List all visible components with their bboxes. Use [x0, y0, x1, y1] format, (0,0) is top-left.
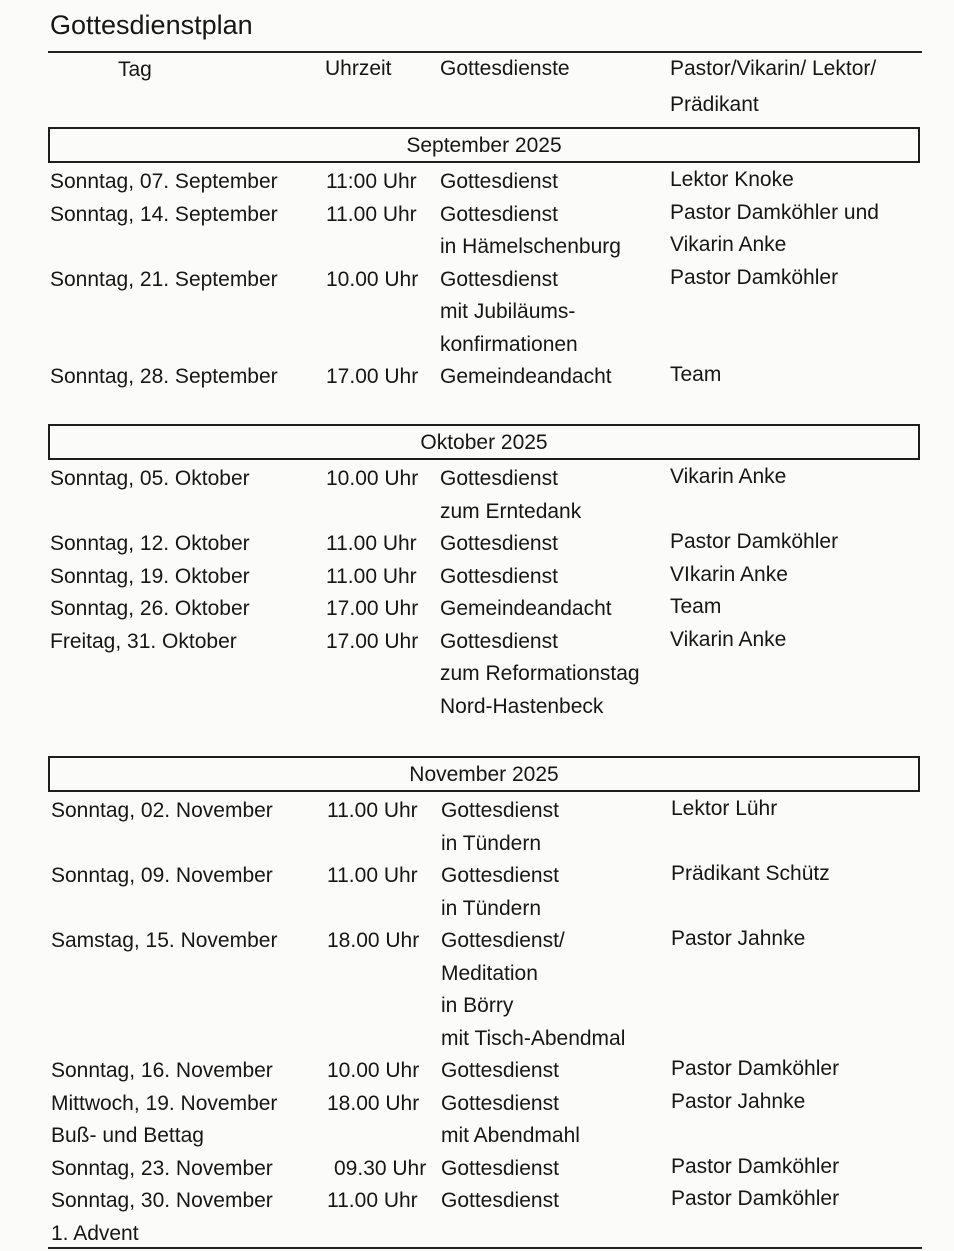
pastor-cell	[670, 461, 786, 494]
header-pastor-line2: Prädikant	[670, 93, 759, 116]
service-line: konfirmationen	[440, 332, 578, 356]
service-line: Gemeindeandacht	[440, 597, 612, 620]
day-cell	[50, 528, 250, 561]
day-line: Freitag, 31. Oktober	[50, 629, 237, 653]
day-line: Sonntag, 19. Oktober	[50, 564, 250, 588]
day-line: Sonntag, 21. September	[50, 267, 278, 291]
service-line: Gottesdienst	[441, 1156, 559, 1180]
service-line: Gottesdienst	[440, 170, 558, 193]
day-cell	[50, 166, 278, 199]
service-cell	[441, 925, 625, 1055]
time-cell: 10.00 Uhr	[326, 467, 419, 490]
day-line: Sonntag, 05. Oktober	[50, 467, 250, 490]
pastor-cell	[671, 1053, 839, 1086]
day-cell	[50, 264, 278, 297]
service-line: zum Reformationstag	[440, 662, 640, 685]
service-cell	[440, 166, 558, 199]
day-line: Sonntag, 07. September	[50, 170, 278, 193]
header-tag: Tag	[118, 58, 152, 81]
day-line: Sonntag, 26. Oktober	[50, 597, 250, 620]
pastor-line: Pastor Damköhler und	[670, 200, 879, 224]
month-header: Oktober 2025	[48, 424, 920, 460]
pastor-line: Lektor Knoke	[670, 168, 794, 191]
service-line: Gottesdienst	[440, 202, 558, 226]
time-cell: 11.00 Uhr	[326, 532, 417, 555]
service-line: Gottesdienst/	[441, 929, 565, 952]
service-cell	[440, 463, 581, 528]
service-cell	[441, 860, 559, 925]
day-cell	[51, 1153, 273, 1186]
service-cell	[440, 626, 640, 724]
pastor-line: Pastor Damköhler	[670, 265, 839, 289]
pastor-line: Lektor Lühr	[671, 797, 778, 820]
pastor-line: Vikarin Anke	[670, 627, 787, 651]
pastor-line: Team	[670, 595, 722, 618]
service-cell	[441, 1153, 559, 1186]
time-cell: 11.00 Uhr	[327, 799, 418, 822]
service-line: Nord-Hastenbeck	[440, 694, 604, 718]
pastor-line: Pastor Damköhler	[671, 1187, 840, 1210]
pastor-cell	[670, 197, 879, 262]
service-line: mit Jubiläums-	[440, 300, 576, 323]
service-line: in Tündern	[441, 831, 542, 855]
pastor-cell	[670, 359, 721, 392]
day-line: Samstag, 15. November	[51, 929, 278, 952]
footer-rule	[48, 1247, 922, 1249]
pastor-line: Pastor Damköhler	[671, 1154, 840, 1178]
pastor-line: Team	[670, 363, 722, 386]
service-line: Gemeindeandacht	[440, 365, 612, 388]
month-header: November 2025	[48, 756, 920, 792]
pastor-cell	[671, 1151, 839, 1184]
day-cell	[50, 561, 250, 594]
pastor-line: Pastor Jahnke	[671, 1089, 806, 1113]
service-line: Gottesdienst	[441, 1091, 559, 1115]
time-cell: 11.00 Uhr	[327, 1189, 418, 1212]
time-cell: 10.00 Uhr	[327, 1059, 420, 1082]
header-rule	[48, 51, 922, 53]
service-line: Meditation	[441, 961, 538, 985]
day-line: Sonntag, 28. September	[50, 365, 278, 388]
pastor-cell	[671, 858, 830, 891]
pastor-line: VIkarin Anke	[670, 562, 788, 586]
day-cell	[50, 361, 278, 394]
header-gottesdienste: Gottesdienste	[440, 57, 570, 80]
service-cell	[441, 1185, 559, 1218]
pastor-line: Vikarin Anke	[670, 233, 787, 256]
day-cell	[50, 626, 237, 659]
day-line: Sonntag, 23. November	[51, 1156, 273, 1180]
time-cell: 17.00 Uhr	[326, 365, 419, 388]
pastor-line: Pastor Damköhler	[671, 1057, 840, 1080]
pastor-cell	[671, 793, 777, 826]
header-uhrzeit: Uhrzeit	[325, 57, 392, 80]
service-line: zum Erntedank	[440, 499, 582, 523]
service-line: in Tündern	[441, 896, 542, 920]
service-line: Gottesdienst	[440, 267, 558, 291]
service-cell	[440, 264, 578, 362]
time-cell: 11.00 Uhr	[327, 864, 418, 887]
service-cell	[440, 199, 621, 264]
day-cell	[51, 795, 273, 828]
service-line: Gottesdienst	[440, 629, 558, 653]
time-cell: 17.00 Uhr	[326, 597, 419, 620]
month-header: September 2025	[48, 127, 920, 163]
service-line: Gottesdienst	[441, 799, 559, 822]
day-line: Sonntag, 02. November	[51, 799, 273, 822]
day-line: Sonntag, 30. November	[51, 1189, 273, 1212]
day-line: Sonntag, 12. Oktober	[50, 532, 250, 555]
service-cell	[440, 528, 558, 561]
day-line: Sonntag, 09. November	[51, 864, 273, 887]
service-line: Gottesdienst	[441, 1059, 559, 1082]
day-cell	[51, 1088, 277, 1153]
time-cell: 10.00 Uhr	[326, 267, 419, 291]
pastor-line: Pastor Damköhler	[670, 530, 839, 553]
service-line: mit Abendmahl	[441, 1124, 580, 1147]
day-cell	[51, 1185, 273, 1250]
pastor-cell	[670, 624, 786, 657]
pastor-cell	[671, 1183, 839, 1216]
day-cell	[51, 925, 277, 958]
time-cell: 09.30 Uhr	[334, 1156, 427, 1180]
page-title: Gottesdienstplan	[50, 10, 253, 40]
time-cell: 11.00 Uhr	[326, 564, 417, 588]
pastor-line: Pastor Jahnke	[671, 927, 806, 950]
service-cell	[441, 795, 559, 860]
time-cell: 11:00 Uhr	[326, 170, 417, 193]
time-cell: 18.00 Uhr	[327, 1091, 420, 1115]
day-line: 1. Advent	[51, 1221, 139, 1245]
service-line: Gottesdienst	[440, 564, 558, 588]
service-line: Gottesdienst	[441, 864, 559, 887]
service-cell	[441, 1088, 580, 1153]
pastor-cell	[670, 262, 838, 295]
header-pastor-line1: Pastor/Vikarin/ Lektor/	[670, 57, 877, 80]
day-cell	[51, 1055, 273, 1088]
service-cell	[440, 561, 558, 594]
service-line: mit Tisch-Abendmal	[441, 1026, 626, 1050]
time-cell: 11.00 Uhr	[326, 202, 417, 226]
service-line: Gottesdienst	[441, 1189, 559, 1212]
day-cell	[50, 593, 250, 626]
day-line: Sonntag, 16. November	[51, 1059, 273, 1082]
day-line: Buß- und Bettag	[51, 1124, 204, 1147]
pastor-line: Prädikant Schütz	[671, 862, 830, 885]
pastor-cell	[670, 591, 721, 624]
pastor-cell	[671, 1086, 805, 1119]
service-cell	[441, 1055, 559, 1088]
time-cell: 18.00 Uhr	[327, 929, 420, 952]
service-cell	[440, 593, 612, 626]
pastor-cell	[670, 526, 838, 559]
pastor-cell	[670, 559, 788, 592]
time-cell: 17.00 Uhr	[326, 629, 419, 653]
day-line: Mittwoch, 19. November	[51, 1091, 278, 1115]
service-cell	[440, 361, 612, 394]
day-cell	[51, 860, 273, 893]
service-line: Gottesdienst	[440, 532, 558, 555]
service-line: in Börry	[441, 994, 514, 1017]
service-line: Gottesdienst	[440, 467, 558, 490]
service-line: in Hämelschenburg	[440, 235, 621, 258]
pastor-cell	[670, 164, 794, 197]
pastor-cell	[671, 923, 805, 956]
pastor-line: Vikarin Anke	[670, 465, 787, 488]
day-cell	[50, 463, 250, 496]
day-cell	[50, 199, 278, 232]
day-line: Sonntag, 14. September	[50, 202, 278, 226]
